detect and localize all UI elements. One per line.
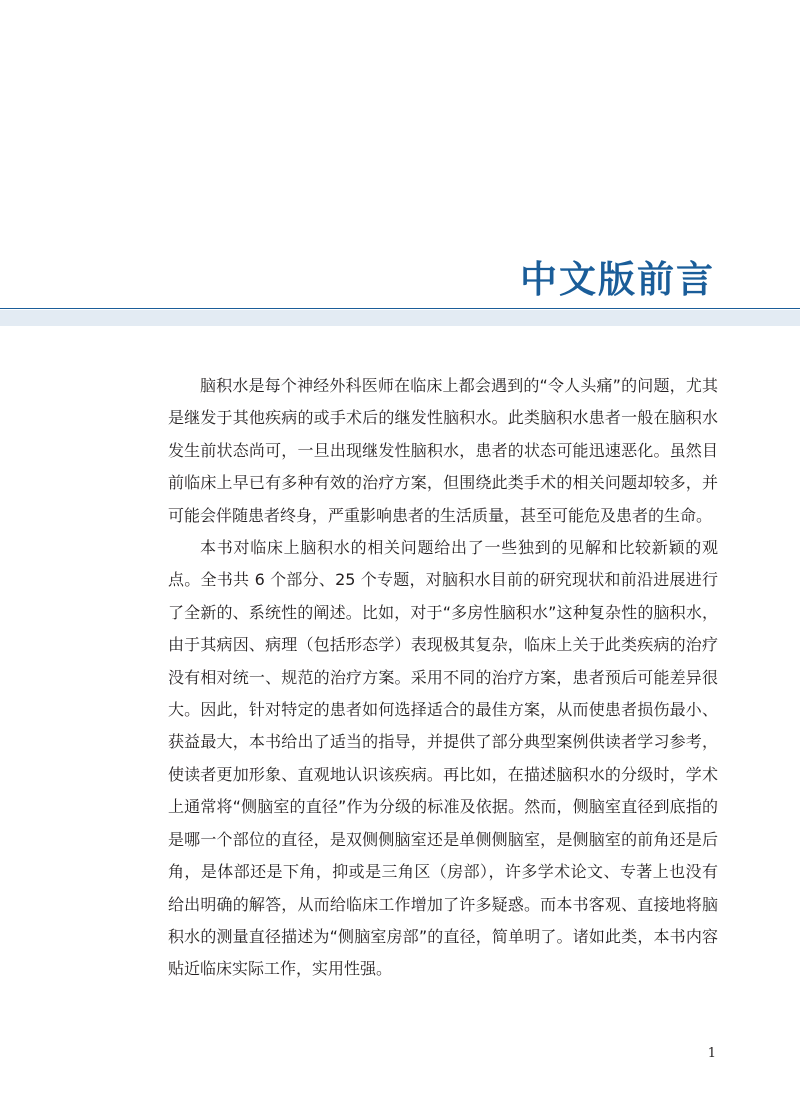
- paragraph-2: 本书对临床上脑积水的相关问题给出了一些独到的见解和比较新颖的观点。全书共 6 个部分、25 个专题，对脑积水目前的研究现状和前沿进展进行了全新的、系统性的阐述。比如，对于“多房性脑积水”这种复杂性的脑积水，由于其病因、病理（包括形态学）表现极其复杂，临床上关于此类疾病的治疗没有相对统一、规范的治疗方案。采用不同的治疗方案，患者预后可能差异很大。因此，针对特定的患者如何选择适合的最佳方案，从而使患者损伤最小、获益最大，本书给出了适当的指导，并提供了部分典型案例供读者学习参考，使读者更加形象、直观地认识该疾病。再比如，在描述脑积水的分级时，学术上通常将“侧脑室的直径”作为分级的标准及依据。然而，侧脑室直径到底指的是哪一个部位的直径，是双侧侧脑室还是单侧侧脑室，是侧脑室的前角还是后角，是体部还是下角，抑或是三角区（房部），许多学术论文、专著上也没有给出明确的解答，从而给临床工作增加了许多疑惑。而本书客观、直接地将脑积水的测量直径描述为“侧脑室房部”的直径，简单明了。诸如此类，本书内容贴近临床实际工作，实用性强。: [168, 538, 718, 979]
- preface-body: [168, 370, 718, 986]
- title-band: [0, 310, 800, 326]
- page-title: 中文版前言: [520, 257, 715, 301]
- page-number: 1: [707, 1046, 716, 1061]
- paragraph-1: 脑积水是每个神经外科医师在临床上都会遇到的“令人头痛”的问题，尤其是继发于其他疾病的或手术后的继发性脑积水。此类脑积水患者一般在脑积水发生前状态尚可，一旦出现继发性脑积水，患者的状态可能迅速恶化。虽然目前临床上早已有多种有效的治疗方案，但围绕此类手术的相关问题却较多，并可能会伴随患者终身，严重影响患者的生活质量，甚至可能危及患者的生命。: [168, 376, 718, 525]
- title-divider: [0, 308, 800, 309]
